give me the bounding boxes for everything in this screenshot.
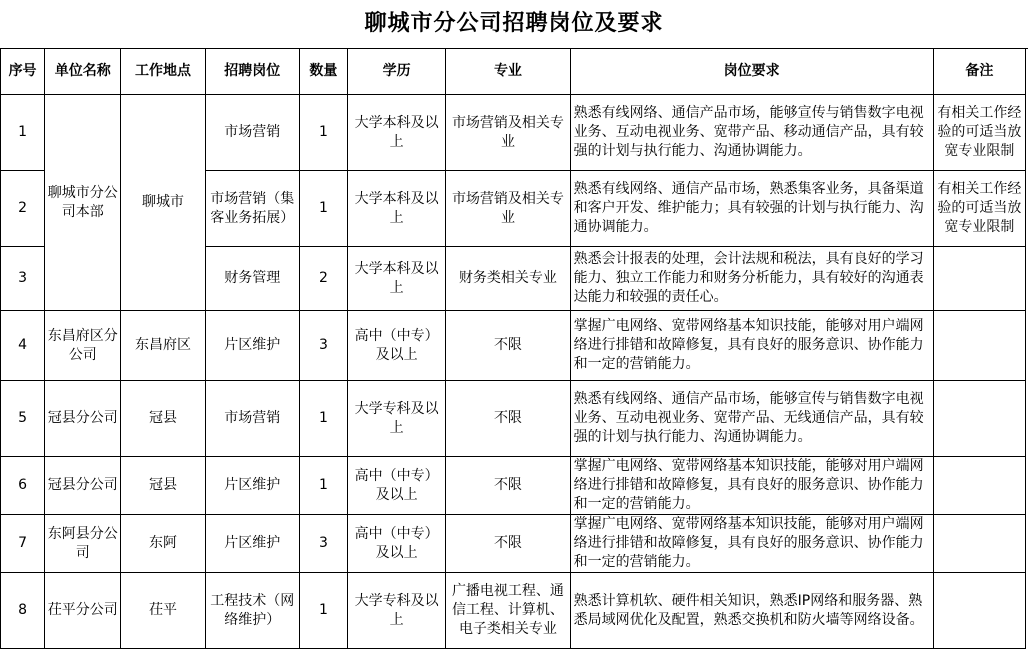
- cell-location: 东阿: [121, 515, 205, 573]
- cell-education: 高中（中专）及以上: [347, 515, 445, 573]
- table-row: [1, 311, 1026, 381]
- cell-index: 7: [1, 515, 45, 573]
- cell-index: 4: [1, 311, 45, 381]
- cell-education: 大学本科及以上: [347, 95, 445, 171]
- cell-unit: 冠县分公司: [45, 457, 121, 515]
- header-position: 招聘岗位: [205, 49, 299, 95]
- cell-position: 工程技术（网络维护）: [205, 573, 299, 649]
- cell-remark: 有相关工作经验的可适当放宽专业限制: [933, 171, 1025, 247]
- cell-education: 大学专科及以上: [347, 381, 445, 457]
- header-remark: 备注: [933, 49, 1025, 95]
- cell-count: 1: [299, 457, 347, 515]
- cell-unit: 冠县分公司: [45, 381, 121, 457]
- cell-index: 3: [1, 247, 45, 311]
- cell-position: 财务管理: [205, 247, 299, 311]
- cell-location: 冠县: [121, 457, 205, 515]
- cell-major: 市场营销及相关专业: [446, 95, 570, 171]
- header-education: 学历: [347, 49, 445, 95]
- cell-location: 茌平: [121, 573, 205, 649]
- cell-location: 聊城市: [121, 95, 205, 311]
- cell-index: 2: [1, 171, 45, 247]
- cell-requirements: 熟悉有线网络、通信产品市场，熟悉集客业务，具备渠道和客户开发、维护能力；具有较强的计划与执行能力、沟通协调能力。: [570, 171, 933, 247]
- cell-count: 1: [299, 573, 347, 649]
- cell-unit: 聊城市分公司本部: [45, 95, 121, 311]
- cell-remark: [933, 573, 1025, 649]
- header-location: 工作地点: [121, 49, 205, 95]
- table-row: [1, 515, 1026, 573]
- cell-major: 不限: [446, 515, 570, 573]
- cell-requirements: 掌握广电网络、宽带网络基本知识技能，能够对用户端网络进行排错和故障修复，具有良好的服务意识、协作能力和一定的营销能力。: [570, 515, 933, 573]
- cell-position: 片区维护: [205, 515, 299, 573]
- cell-index: 5: [1, 381, 45, 457]
- cell-position: 片区维护: [205, 311, 299, 381]
- header-unit: 单位名称: [45, 49, 121, 95]
- table-row: [1, 457, 1026, 515]
- cell-count: 1: [299, 171, 347, 247]
- cell-requirements: 掌握广电网络、宽带网络基本知识技能，能够对用户端网络进行排错和故障修复，具有良好的服务意识、协作能力和一定的营销能力。: [570, 457, 933, 515]
- table-row: [1, 95, 1026, 171]
- cell-remark: [933, 311, 1025, 381]
- cell-education: 大学专科及以上: [347, 573, 445, 649]
- cell-remark: [933, 515, 1025, 573]
- table-row: [1, 381, 1026, 457]
- cell-major: 不限: [446, 381, 570, 457]
- cell-education: 高中（中专）及以上: [347, 311, 445, 381]
- cell-major: 不限: [446, 457, 570, 515]
- header-count: 数量: [299, 49, 347, 95]
- cell-major: 不限: [446, 311, 570, 381]
- cell-remark: 有相关工作经验的可适当放宽专业限制: [933, 95, 1025, 171]
- cell-position: 市场营销（集客业务拓展）: [205, 171, 299, 247]
- cell-count: 3: [299, 311, 347, 381]
- cell-index: 8: [1, 573, 45, 649]
- cell-index: 6: [1, 457, 45, 515]
- cell-requirements: 熟悉有线网络、通信产品市场，能够宣传与销售数字电视业务、互动电视业务、宽带产品、移动通信产品，具有较强的计划与执行能力、沟通协调能力。: [570, 95, 933, 171]
- cell-education: 大学本科及以上: [347, 247, 445, 311]
- cell-major: 市场营销及相关专业: [446, 171, 570, 247]
- page-title: 聊城市分公司招聘岗位及要求: [0, 0, 1028, 49]
- cell-unit: 东昌府区分公司: [45, 311, 121, 381]
- cell-count: 1: [299, 95, 347, 171]
- cell-requirements: 熟悉有线网络、通信产品市场，能够宣传与销售数字电视业务、互动电视业务、宽带产品、无线通信产品，具有较强的计划与执行能力、沟通协调能力。: [570, 381, 933, 457]
- cell-major: 财务类相关专业: [446, 247, 570, 311]
- cell-position: 片区维护: [205, 457, 299, 515]
- cell-unit: 东阿县分公司: [45, 515, 121, 573]
- cell-remark: [933, 381, 1025, 457]
- cell-major: 广播电视工程、通信工程、计算机、电子类相关专业: [446, 573, 570, 649]
- header-row: [1, 49, 1026, 95]
- cell-index: 1: [1, 95, 45, 171]
- cell-count: 2: [299, 247, 347, 311]
- header-index: 序号: [1, 49, 45, 95]
- cell-remark: [933, 247, 1025, 311]
- cell-position: 市场营销: [205, 95, 299, 171]
- cell-remark: [933, 457, 1025, 515]
- cell-count: 1: [299, 381, 347, 457]
- cell-education: 大学本科及以上: [347, 171, 445, 247]
- cell-location: 东昌府区: [121, 311, 205, 381]
- table-row: [1, 573, 1026, 649]
- cell-position: 市场营销: [205, 381, 299, 457]
- cell-requirements: 熟悉计算机软、硬件相关知识，熟悉IP网络和服务器、熟悉局域网优化及配置，熟悉交换机和防火墙等网络设备。: [570, 573, 933, 649]
- header-requirements: 岗位要求: [570, 49, 933, 95]
- cell-location: 冠县: [121, 381, 205, 457]
- recruitment-table: [0, 48, 1026, 649]
- cell-requirements: 掌握广电网络、宽带网络基本知识技能，能够对用户端网络进行排错和故障修复，具有良好的服务意识、协作能力和一定的营销能力。: [570, 311, 933, 381]
- cell-education: 高中（中专）及以上: [347, 457, 445, 515]
- cell-requirements: 熟悉会计报表的处理，会计法规和税法，具有良好的学习能力、独立工作能力和财务分析能力，具有较好的沟通表达能力和较强的责任心。: [570, 247, 933, 311]
- header-major: 专业: [446, 49, 570, 95]
- cell-unit: 茌平分公司: [45, 573, 121, 649]
- cell-count: 3: [299, 515, 347, 573]
